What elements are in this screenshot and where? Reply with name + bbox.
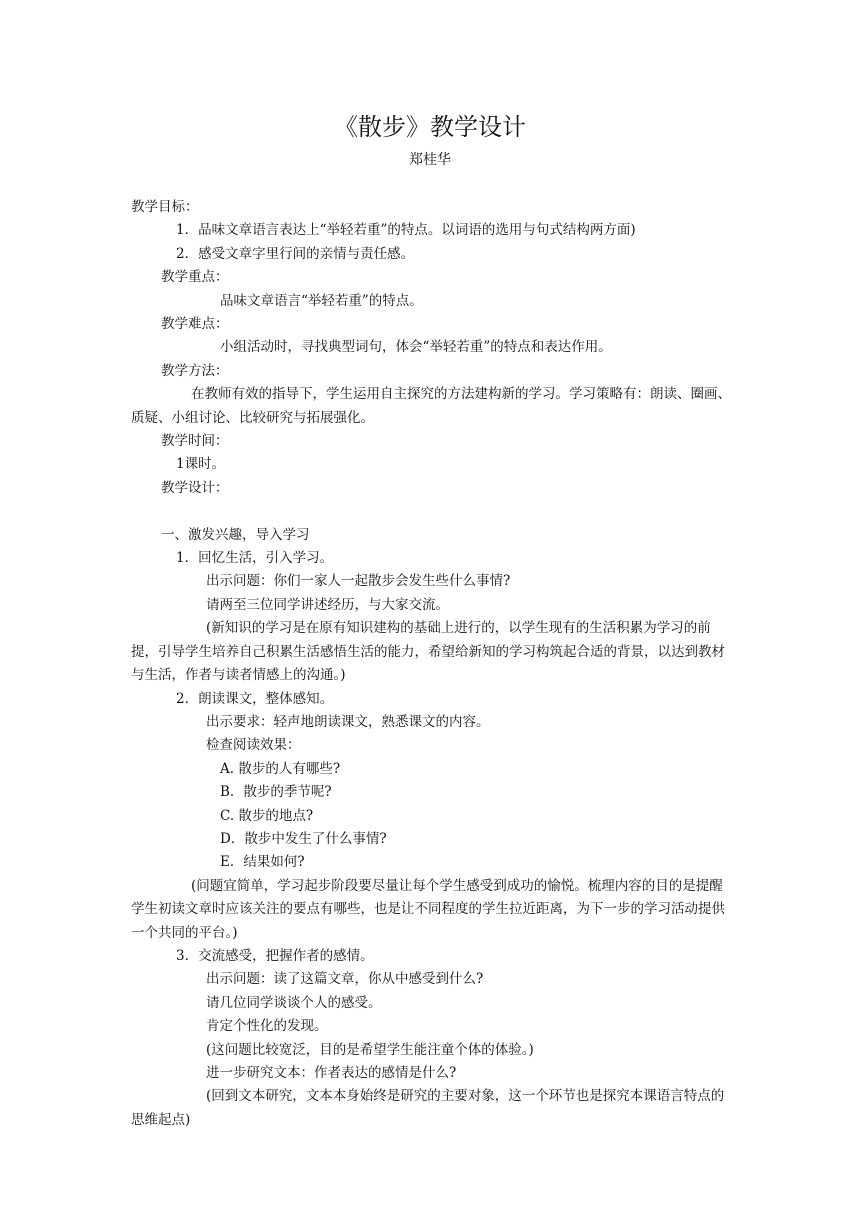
difficulty-heading: 教学难点： bbox=[161, 316, 229, 333]
question-item: B．散步的季节呢? bbox=[220, 784, 332, 801]
difficulty-content: 小组活动时，寻找典型词句，体会“举轻若重”的特点和表达作用。 bbox=[220, 339, 612, 356]
objective-item: 1．品味文章语言表达上“举轻若重”的特点。以词语的选用与句式结构两方面) bbox=[176, 222, 636, 239]
design-heading: 教学设计： bbox=[161, 479, 229, 496]
blank-line bbox=[131, 500, 731, 523]
step-note: (这问题比较宽泛，目的是希望学生能注童个体的体验。) bbox=[206, 1041, 534, 1058]
step-line: 出示问题：读了这篇文章，你从中感受到什么? bbox=[206, 971, 484, 988]
step-note: (回到文本研究，文本本身始终是研究的主要对象，这一个环节也是探究本课语言特点的思维起点) bbox=[131, 1088, 725, 1128]
time-heading: 教学时间： bbox=[161, 433, 229, 450]
step-line: 进一步研究文本：作者表达的感情是什么? bbox=[206, 1065, 457, 1082]
step-note: (新知识的学习是在原有知识建构的基础上进行的，以学生现有的生活积累为学习的前提，引导学生培养自己积累生活感悟生活的能力，希望给新知的学习构筑起合适的背景，以达到教材与生活，作者与读者情感上的沟通。) bbox=[131, 620, 725, 684]
document-author: 郑桂华 bbox=[409, 152, 451, 168]
step-line: 检查阅读效果： bbox=[206, 737, 301, 754]
time-content: 1课时。 bbox=[176, 456, 226, 473]
step-heading: 3．交流感受，把握作者的感情。 bbox=[176, 947, 374, 964]
step-heading: 2．朗读课文，整体感知。 bbox=[176, 690, 334, 707]
step-line: 出示要求：轻声地朗读课文，熟悉课文的内容。 bbox=[206, 713, 490, 730]
step-line: 请两至三位同学讲述经历，与大家交流。 bbox=[206, 596, 449, 613]
method-content: 在教师有效的指导下，学生运用自主探究的方法建构新的学习。学习策略有：朗读、圈画、质疑、小组讨论、比较研究与拓展强化。 bbox=[131, 386, 731, 426]
question-item: C. 散步的地点? bbox=[220, 807, 314, 824]
method-heading: 教学方法： bbox=[161, 362, 229, 379]
section-heading: 一、激发兴趣，导入学习 bbox=[161, 526, 310, 543]
question-item: E．结果如何? bbox=[220, 854, 305, 871]
question-item: D．散步中发生了什么事情? bbox=[220, 830, 387, 847]
step-note: (问题宜简单，学习起步阶段要尽量让每个学生感受到成功的愉悦。梳理内容的目的是提醒学生初读文章时应该关注的要点有哪些，也是让不同程度的学生拉近距离，为下一步的学习活动提供一个共同的平台。) bbox=[131, 877, 725, 941]
step-line: 请几位同学谈谈个人的感受。 bbox=[206, 994, 382, 1011]
objective-item: 2．感受文章字里行间的亲情与责任感。 bbox=[176, 245, 415, 262]
key-heading: 教学重点： bbox=[161, 269, 229, 286]
document-title: 《散步》教学设计 bbox=[334, 113, 526, 141]
step-line: 肯定个性化的发现。 bbox=[206, 1018, 328, 1035]
step-heading: 1．回忆生活，引入学习。 bbox=[176, 550, 334, 567]
objectives-heading: 教学目标： bbox=[131, 199, 199, 215]
key-content: 品味文章语言“举轻若重”的特点。 bbox=[220, 292, 423, 309]
step-line: 出示问题：你们一家人一起散步会发生些什么事情? bbox=[206, 573, 511, 590]
question-item: A. 散步的人有哪些? bbox=[220, 760, 341, 777]
document-body bbox=[131, 196, 731, 1132]
